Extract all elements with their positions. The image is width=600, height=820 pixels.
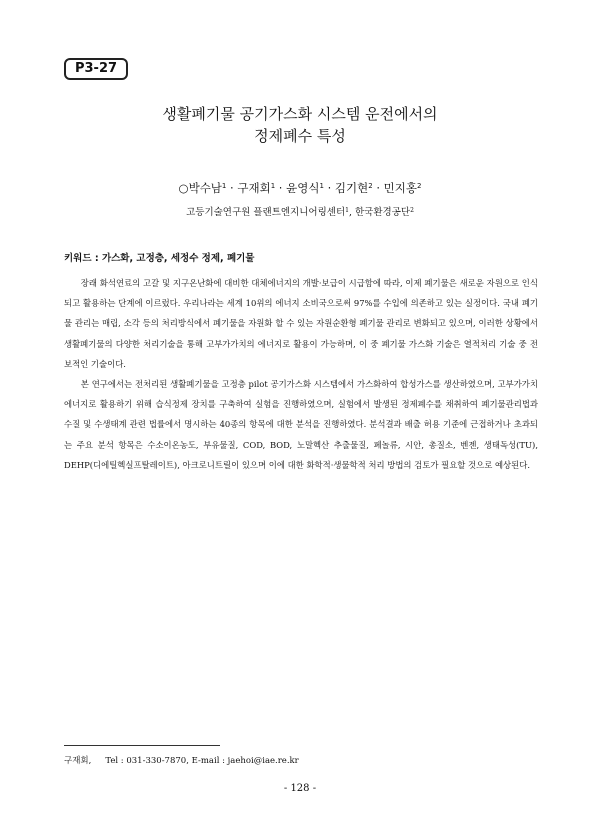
- footnote-author: 구재회,: [64, 756, 92, 766]
- footnote: [64, 754, 299, 766]
- author-4: · 김기현$^2$: [323, 181, 373, 195]
- author-5: · 민지홍$^2$: [372, 181, 422, 195]
- affiliations: 고등기술연구원 플랜트엔지니어링센터$^1$, 한국환경공단$^2$: [186, 207, 414, 218]
- affiliation-1: 고등기술연구원 플랜트엔지니어링센터: [186, 207, 346, 218]
- keywords-text: 가스화, 고정층, 세정수 정제, 폐기물: [101, 253, 255, 264]
- affiliation-2: 한국환경공단: [355, 207, 411, 218]
- abstract-paragraph-2: 본 연구에서는 전처리된 생활폐기물을 고정층 pilot 공기가스화 시스템에서 가스화하여 합성가스를 생산하였으며, 고부가가치 에너지로 활용하기 위해 습식정제 장치를 구축하여 실험을 진행하였으며, 실험에서 발생된 정제폐수를 채취하여 폐기물관리법과 수질 및 수생태계 관련 법률에서 명시하는 40종의 항목에 대한 분석을 진행하였다. 분석결과 배출 허용 기준에 근접하거나 초과되는 주요 분석 항목은 수소이온농도, 부유물질, COD, BOD, 노말헥산 추출물질, 페놀류, 시안, 총질소, 벤젠, 생태독성(TU), DEHP(디에틸헥실프탈레이트), 아크로니트릴이 있으며 이에 대한 화학적·생물학적 처리 방법의 검토가 필요할 것으로 예상된다.: [64, 379, 538, 470]
- paper-title-line2: 정제폐수 특성: [254, 127, 346, 145]
- footnote-divider: [64, 745, 220, 746]
- abstract-paragraph-1: 장래 화석연료의 고갈 및 지구온난화에 대비한 대체에너지의 개발·보급이 시급함에 따라, 이제 폐기물은 새로운 자원으로 인식되고 활용하는 단계에 이르렀다. 우리나라는 세계 10위의 에너지 소비국으로써 97%를 수입에 의존하고 있는 실정이다. 국내 폐기물 관리는 매립, 소각 등의 처리방식에서 폐기물을 자원화 할 수 있는 자원순환형 폐기물 관리로 변화되고 있으며, 이러한 상황에서 생활폐기물의 다양한 처리기술을 통해 고부가가치의 에너지로 활용이 가능하며, 이 중 폐기물 가스화 기술은 열적처리 기술 중 전보적인 기술이다.: [64, 278, 538, 369]
- author-1: ○박수남$^1$: [178, 181, 227, 195]
- footnote-email: E-mail : jaehoi@iae.re.kr: [191, 756, 299, 766]
- page-number: - 128 -: [283, 783, 317, 794]
- keywords-label: 키워드 :: [64, 253, 102, 264]
- author-3: · 윤영식$^1$: [275, 181, 324, 195]
- footnote-tel: Tel : 031-330-7870,: [105, 756, 189, 766]
- author-list: [0, 180, 600, 196]
- abstract: [64, 273, 538, 475]
- keywords: [64, 250, 255, 264]
- paper-id-badge: P3-27: [64, 58, 128, 80]
- author-2: · 구재회$^1$: [226, 181, 276, 195]
- paper-title-line1: 생활폐기물 공기가스화 시스템 운전에서의: [162, 105, 438, 123]
